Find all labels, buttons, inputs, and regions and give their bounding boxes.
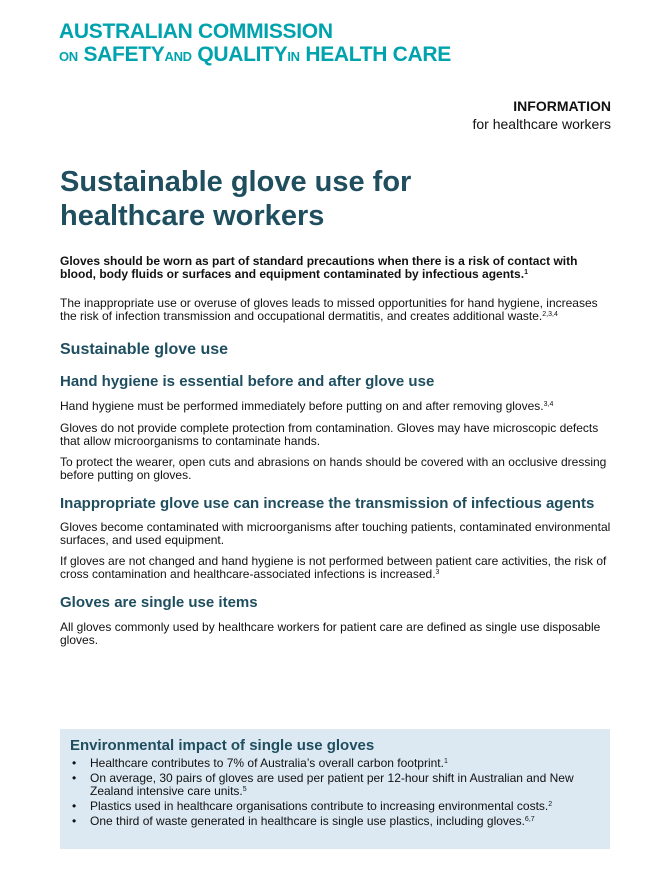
bullet-icon: • (72, 771, 77, 785)
environmental-impact-heading: Environmental impact of single use gloves (70, 737, 375, 754)
list-item-ref: 1 (443, 758, 448, 765)
bullet-icon: • (72, 799, 77, 813)
logo-safety: SAFETY (83, 43, 165, 66)
list-item-text: Plastics used in healthcare organisations contribute to increasing environmental costs. (90, 799, 549, 813)
logo-on: ON (59, 49, 78, 64)
list-item (70, 815, 600, 828)
title-line1: Sustainable glove use for (60, 166, 412, 198)
inappropriate-p2-text: If gloves are not changed and hand hygiene is not performed between patient care activities, the risk of cross contamination and healthcare-associated infections is increased. (60, 554, 607, 581)
info-heading: INFORMATION (513, 98, 611, 114)
hand-hygiene-p1-text: Hand hygiene must be performed immediately before putting on and after removing gloves. (60, 399, 544, 413)
single-use-heading: Gloves are single use items (60, 594, 258, 611)
logo-health: HEALTH CARE (305, 43, 451, 66)
info-block (472, 98, 611, 132)
list-item-text: One third of waste generated in healthcare is single use plastics, including gloves. (90, 814, 525, 828)
list-item-ref: 5 (242, 786, 247, 793)
inappropriate-p2-ref: 3 (435, 569, 440, 576)
bullet-icon: • (72, 756, 77, 770)
section-heading: Sustainable glove use (60, 341, 229, 358)
intro-ref: 2,3,4 (542, 311, 558, 318)
intro-text: The inappropriate use or overuse of gloves leads to missed opportunities for hand hygiene, increases the risk of infection transmission and occupational dermatitis, and creates additional waste. (60, 296, 598, 323)
environmental-impact-list (70, 757, 600, 830)
logo-in: IN (287, 49, 300, 64)
list-item-text: On average, 30 pairs of gloves are used per patient per 12-hour shift in Australian and New Zealand intensive care units. (90, 771, 574, 798)
inappropriate-p1: Gloves become contaminated with microorganisms after touching patients, contaminated environmental surfaces, and used equipment. (60, 520, 611, 547)
inappropriate-heading: Inappropriate glove use can increase the transmission of infectious agents (60, 495, 595, 512)
list-item (70, 757, 600, 770)
intro-paragraph (60, 297, 615, 323)
single-use-p1: All gloves commonly used by healthcare workers for patient care are defined as single use disposable gloves. (60, 620, 601, 647)
bullet-icon: • (72, 814, 77, 828)
list-item (70, 800, 600, 813)
info-subheading: for healthcare workers (472, 116, 611, 132)
lead-paragraph (60, 255, 615, 281)
inappropriate-p2 (60, 555, 615, 581)
logo-line1: AUSTRALIAN COMMISSION (59, 20, 333, 43)
hand-hygiene-p1-ref: 3,4 (543, 401, 554, 408)
hand-hygiene-heading: Hand hygiene is essential before and after glove use (60, 373, 435, 390)
hand-hygiene-p3: To protect the wearer, open cuts and abrasions on hands should be covered with an occlusive dressing before putting on gloves. (60, 455, 607, 482)
environmental-impact-box (60, 729, 610, 849)
hand-hygiene-p1 (60, 400, 615, 413)
logo-quality: QUALITY (197, 43, 288, 66)
list-item-ref: 6,7 (524, 816, 535, 823)
list-item-text: Healthcare contributes to 7% of Australia’s overall carbon footprint. (90, 756, 444, 770)
lead-text: Gloves should be worn as part of standard precautions when there is a risk of contact with blood, body fluids or surfaces and equipment contaminated by infectious agents. (60, 254, 578, 281)
title-line2: healthcare workers (60, 200, 325, 232)
hand-hygiene-p2: Gloves do not provide complete protection from contamination. Gloves may have microscopic defects that allow microorganisms to contaminate hands. (60, 421, 599, 448)
logo-line2 (59, 44, 451, 65)
list-item-ref: 2 (548, 801, 553, 808)
list-item (70, 772, 600, 798)
logo-and: AND (164, 49, 192, 64)
lead-ref: 1 (524, 269, 528, 276)
commission-logo (59, 21, 451, 65)
page-title (60, 165, 411, 233)
main-content (60, 255, 615, 647)
